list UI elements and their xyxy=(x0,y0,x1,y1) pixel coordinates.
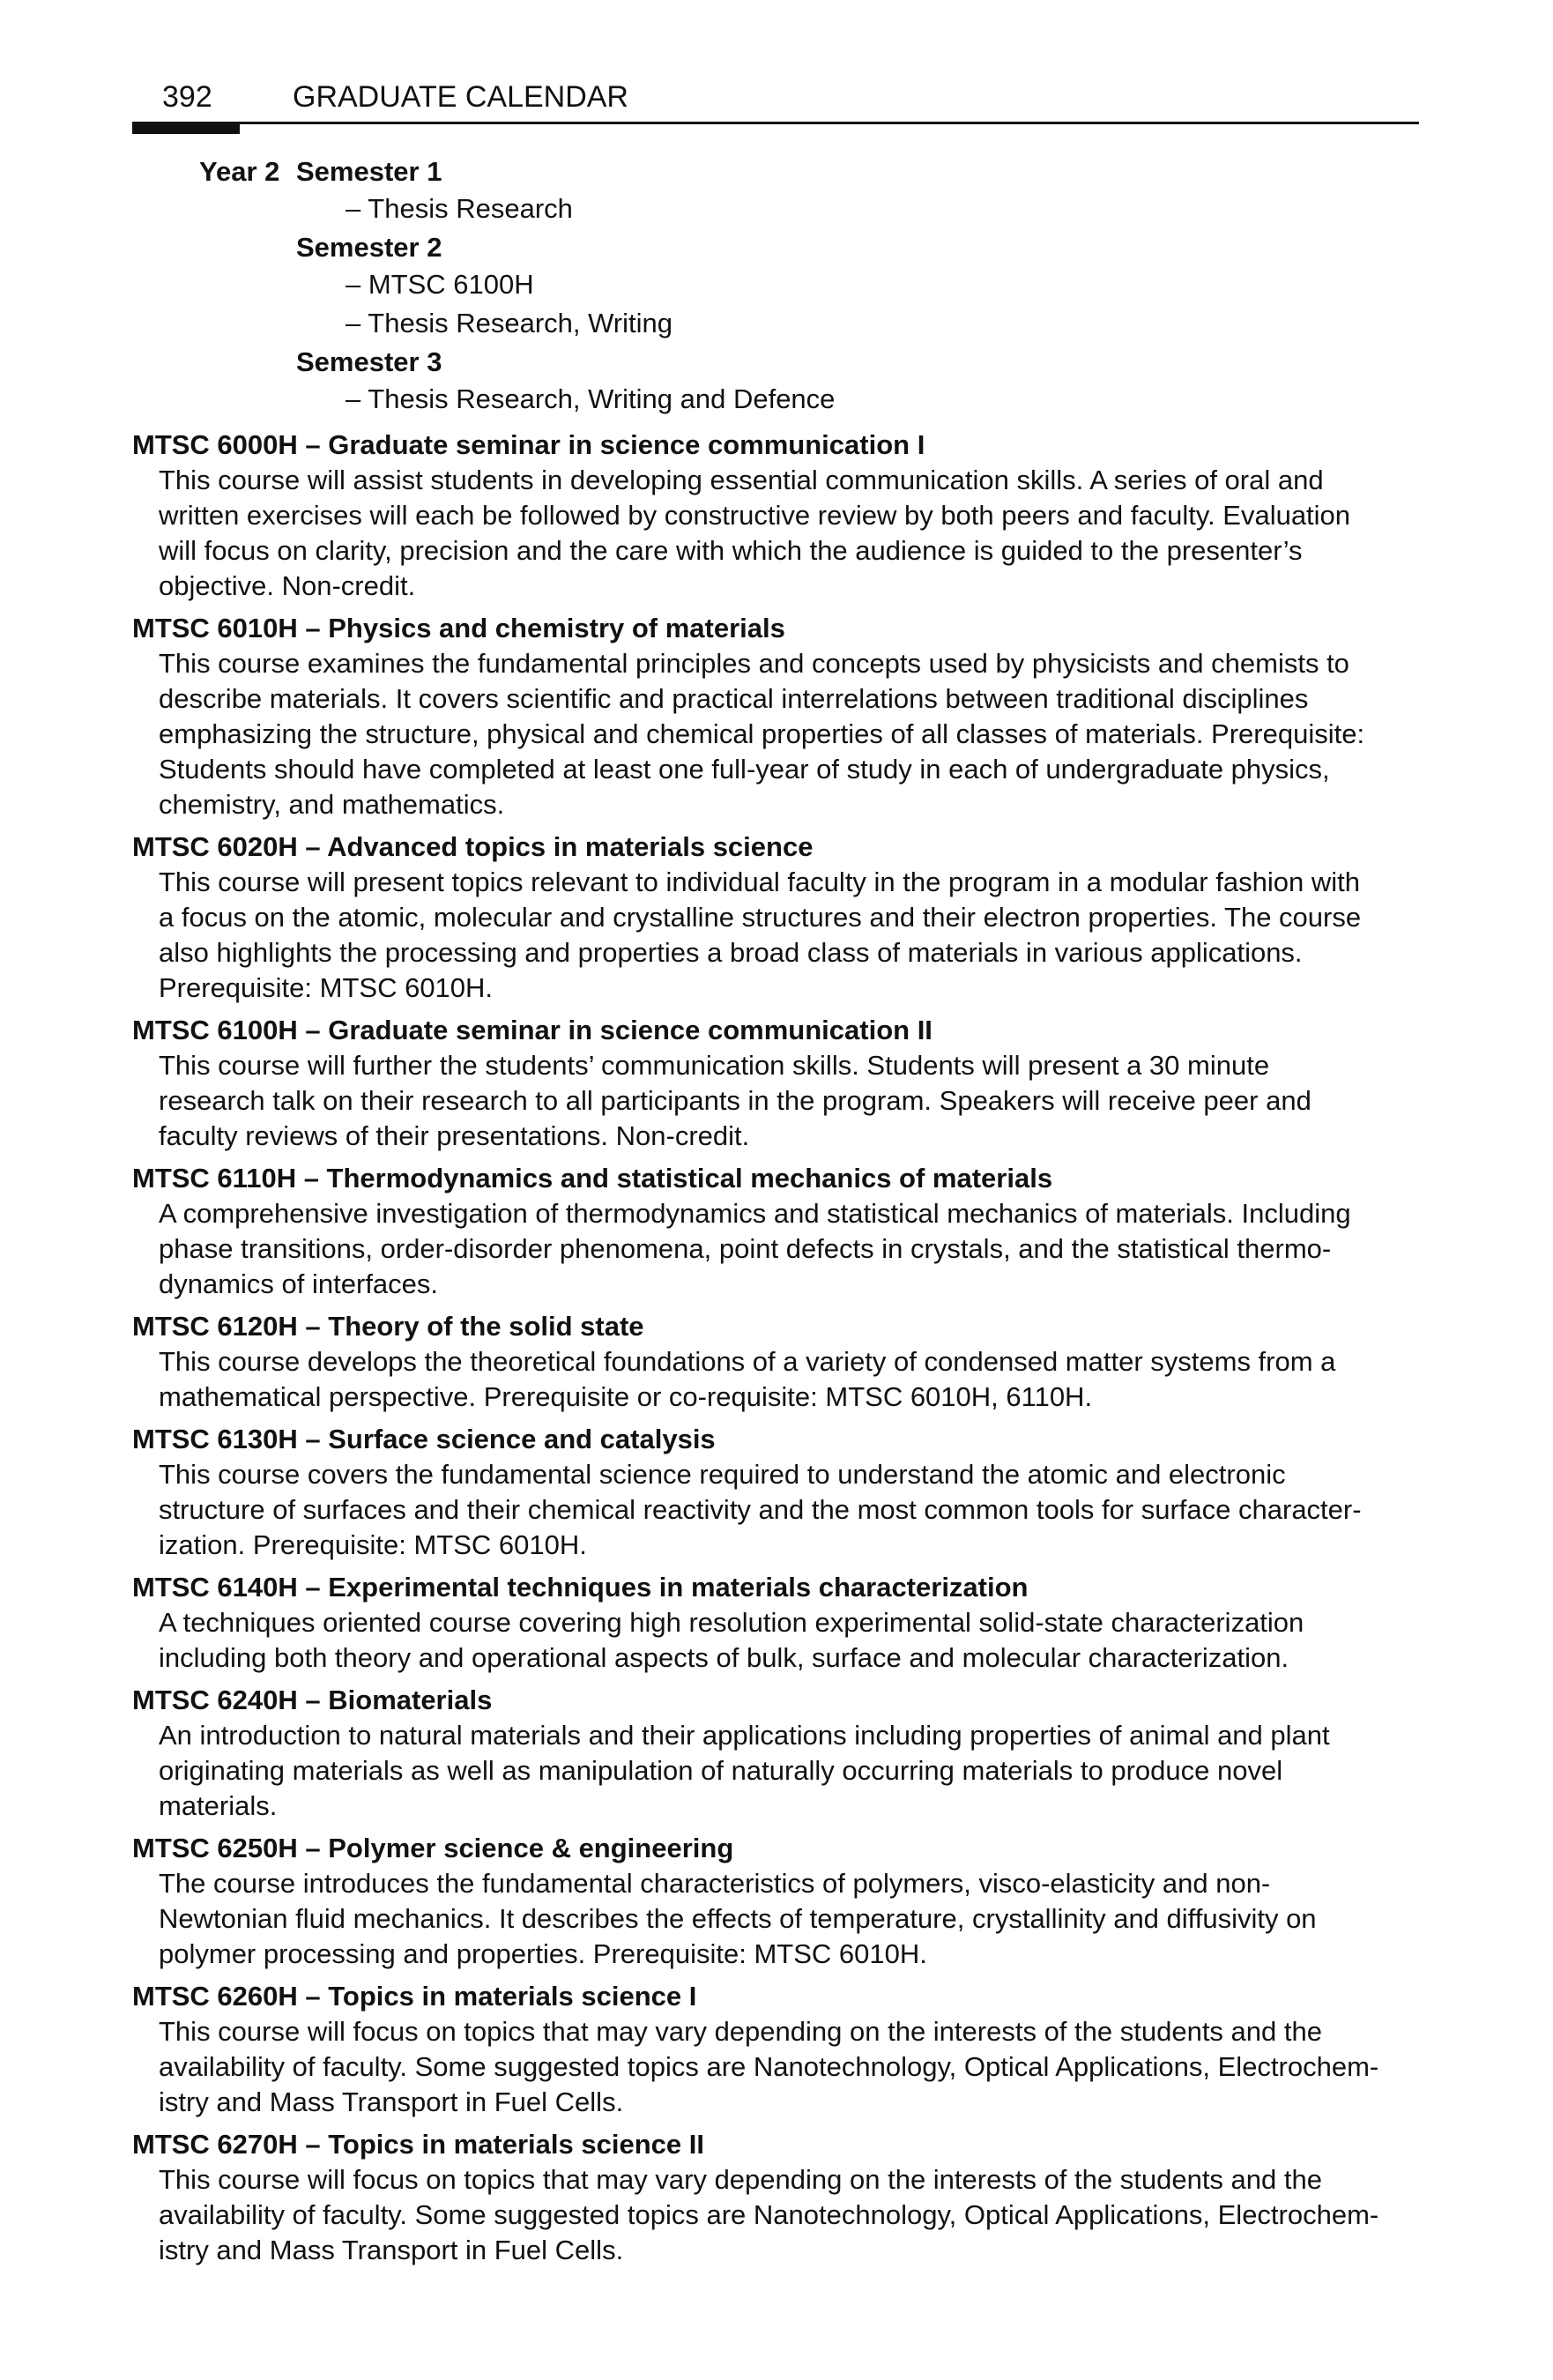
course-description xyxy=(159,1605,1419,1676)
course-description xyxy=(159,2162,1419,2268)
description-line: a focus on the atomic, molecular and crystalline structures and their electron properties. The course xyxy=(159,902,1362,933)
course-title: MTSC 6100H – Graduate seminar in science communication II xyxy=(132,1015,933,1045)
description-line: This course examines the fundamental principles and concepts used by physicists and chemists to xyxy=(159,648,1349,679)
semester-item: – MTSC 6100H xyxy=(346,269,534,300)
course-description xyxy=(159,463,1419,604)
program-schedule xyxy=(132,154,1419,420)
description-line: The course introduces the fundamental characteristics of polymers, visco-elasticity and non- xyxy=(159,1868,1271,1899)
course-description xyxy=(159,1866,1419,1972)
description-line: describe materials. It covers scientific and practical interrelations between traditional disciplines xyxy=(159,683,1309,714)
course-title: MTSC 6240H – Biomaterials xyxy=(132,1685,493,1715)
course-title: MTSC 6010H – Physics and chemistry of materials xyxy=(132,613,785,643)
description-line: emphasizing the structure, physical and chemical properties of all classes of materials. Prerequisite: xyxy=(159,718,1365,749)
course-entry xyxy=(132,2127,1419,2268)
description-line: dynamics of interfaces. xyxy=(159,1268,439,1299)
description-line: faculty reviews of their presentations. Non-credit. xyxy=(159,1120,750,1151)
page-number: 392 xyxy=(162,80,212,114)
course-title: MTSC 6260H – Topics in materials science I xyxy=(132,1981,697,2012)
course-description xyxy=(159,1196,1419,1302)
semester-title: Semester 2 xyxy=(296,232,442,263)
description-line: polymer processing and properties. Prerequisite: MTSC 6010H. xyxy=(159,1938,927,1969)
course-description xyxy=(159,646,1419,822)
course-entry xyxy=(132,1161,1419,1302)
description-line: A techniques oriented course covering high resolution experimental solid-state characterization xyxy=(159,1607,1304,1638)
course-title: MTSC 6140H – Experimental techniques in materials characterization xyxy=(132,1572,1029,1603)
header-bar xyxy=(132,122,240,134)
course-description xyxy=(159,1048,1419,1154)
description-line: This course will present topics relevant to individual faculty in the program in a modular fashion with xyxy=(159,866,1360,897)
running-title: GRADUATE CALENDAR xyxy=(293,80,628,114)
description-line: Newtonian fluid mechanics. It describes the effects of temperature, crystallinity and diffusivity on xyxy=(159,1903,1317,1934)
description-line: A comprehensive investigation of thermodynamics and statistical mechanics of materials. Including xyxy=(159,1198,1351,1229)
course-list xyxy=(132,428,1419,2268)
course-entry xyxy=(132,1683,1419,1824)
course-description xyxy=(159,1718,1419,1824)
year-label: Year 2 xyxy=(199,156,280,187)
description-line: This course develops the theoretical foundations of a variety of condensed matter systems from a xyxy=(159,1346,1336,1377)
semester-item: – Thesis Research xyxy=(346,193,573,224)
semester-item: – Thesis Research, Writing xyxy=(346,308,673,338)
semester-item: – Thesis Research, Writing and Defence xyxy=(346,383,836,414)
course-entry xyxy=(132,1013,1419,1154)
description-line: availability of faculty. Some suggested topics are Nanotechnology, Optical Applications, Electrochem- xyxy=(159,2199,1379,2230)
description-line: mathematical perspective. Prerequisite or co-requisite: MTSC 6010H, 6110H. xyxy=(159,1381,1093,1412)
description-line: istry and Mass Transport in Fuel Cells. xyxy=(159,2235,624,2265)
description-line: structure of surfaces and their chemical reactivity and the most common tools for surface character- xyxy=(159,1494,1362,1525)
description-line: written exercises will each be followed by constructive review by both peers and faculty. Evaluation xyxy=(159,500,1351,531)
description-line: materials. xyxy=(159,1790,278,1821)
course-description xyxy=(159,1457,1419,1563)
running-header xyxy=(132,79,1419,115)
description-line: Prerequisite: MTSC 6010H. xyxy=(159,972,494,1003)
description-line: istry and Mass Transport in Fuel Cells. xyxy=(159,2086,624,2117)
description-line: will focus on clarity, precision and the care with which the audience is guided to the presenter’s xyxy=(159,535,1303,566)
description-line: availability of faculty. Some suggested topics are Nanotechnology, Optical Applications, Electrochem- xyxy=(159,2051,1379,2082)
semester-title: Semester 1 xyxy=(296,156,442,187)
header-rule xyxy=(132,122,1419,124)
description-line: originating materials as well as manipulation of naturally occurring materials to produce novel xyxy=(159,1755,1283,1786)
description-line: This course will assist students in developing essential communication skills. A series of oral and xyxy=(159,465,1324,495)
course-title: MTSC 6130H – Surface science and catalysis xyxy=(132,1424,716,1454)
course-entry xyxy=(132,428,1419,604)
course-title: MTSC 6020H – Advanced topics in materials science xyxy=(132,831,814,862)
course-title: MTSC 6250H – Polymer science & engineering xyxy=(132,1833,734,1863)
description-line: also highlights the processing and properties a broad class of materials in various applications. xyxy=(159,937,1303,968)
description-line: This course will focus on topics that may vary depending on the interests of the students and the xyxy=(159,2016,1322,2047)
course-entry xyxy=(132,829,1419,1006)
description-line: including both theory and operational aspects of bulk, surface and molecular characterization. xyxy=(159,1642,1289,1673)
description-line: This course will further the students’ communication skills. Students will present a 30 minute xyxy=(159,1050,1270,1081)
course-entry xyxy=(132,1831,1419,1972)
description-line: research talk on their research to all participants in the program. Speakers will receive peer and xyxy=(159,1085,1312,1116)
course-entry xyxy=(132,1309,1419,1415)
course-description xyxy=(159,1344,1419,1415)
course-title: MTSC 6270H – Topics in materials science II xyxy=(132,2129,704,2160)
course-title: MTSC 6110H – Thermodynamics and statistical mechanics of materials xyxy=(132,1163,1053,1194)
description-line: This course covers the fundamental science required to understand the atomic and electronic xyxy=(159,1459,1286,1490)
description-line: objective. Non-credit. xyxy=(159,570,416,601)
description-line: phase transitions, order-disorder phenomena, point defects in crystals, and the statistical thermo- xyxy=(159,1233,1332,1264)
course-description xyxy=(159,865,1419,1006)
course-title: MTSC 6120H – Theory of the solid state xyxy=(132,1311,644,1342)
description-line: Students should have completed at least one full-year of study in each of undergraduate physics, xyxy=(159,754,1330,785)
course-entry xyxy=(132,1570,1419,1676)
description-line: ization. Prerequisite: MTSC 6010H. xyxy=(159,1529,587,1560)
page-content xyxy=(132,154,1419,2268)
course-title: MTSC 6000H – Graduate seminar in science communication I xyxy=(132,429,925,460)
semester-title: Semester 3 xyxy=(296,346,442,377)
description-line: This course will focus on topics that may vary depending on the interests of the students and the xyxy=(159,2164,1322,2195)
description-line: chemistry, and mathematics. xyxy=(159,789,505,820)
course-entry xyxy=(132,1422,1419,1563)
year-row xyxy=(132,154,1419,191)
course-entry xyxy=(132,1979,1419,2120)
description-line: An introduction to natural materials and their applications including properties of animal and plant xyxy=(159,1720,1330,1751)
course-entry xyxy=(132,611,1419,822)
course-description xyxy=(159,2014,1419,2120)
